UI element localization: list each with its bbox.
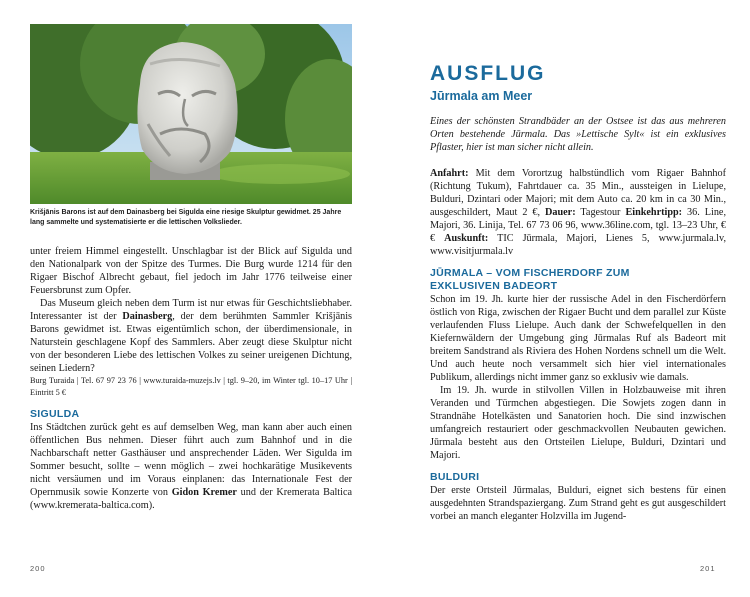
paragraph: unter freiem Himmel eingestellt. Unschlagbar ist der Blick auf Sigulda und den Nationalpark von der Spitze des Turmes. Die Burg wurde 1214 für den Rigaer Bischof Albrecht gebaut, fiel jedoch im Jahr 1776 teilweise einer Feuersbrunst zum Opfer.	[30, 246, 352, 296]
page-subtitle: Jūrmala am Meer	[430, 89, 533, 103]
info-line: Burg Turaida | Tel. 67 97 23 76 | www.turaida-muzejs.lv | tgl. 9–20, im Winter tgl. 10–17 Uhr | Eintritt 5 €	[30, 376, 352, 397]
paragraph: Im 19. Jh. wurde in stilvollen Villen in Holzbauweise mit ihren Veranden und Türmchen abgestiegen. Die Sowjets zogen dann in Strandnähe Hotelkästen und Sanatorien hoch. Die sind inzwischen umfangreich restauriert oder geschmackvollen Neubauten gewichen. Jūrmala besteht aus den Ortsteilen Lielupe, Bulduri, Dzintari und Majori.	[430, 385, 726, 461]
travel-info	[430, 167, 726, 258]
section-heading: SIGULDA	[30, 408, 80, 420]
page-number: 200	[30, 564, 46, 573]
section-heading: BULDURI	[430, 471, 480, 483]
page-title: AUSFLUG	[430, 62, 546, 85]
heading-line: EXKLUSIVEN BADEORT	[430, 280, 558, 292]
paragraph: Der erste Ortsteil Jūrmalas, Bulduri, eignet sich bestens für einen ausgedehnten Strandspaziergang. Zum Strand geht es gut ausgeschildert vorbei an manch eleganter Holzvilla im Jugend-	[430, 485, 726, 522]
heading-line: JŪRMALA – VOM FISCHERDORF ZUM	[430, 267, 630, 279]
text-run: Tagestour	[575, 207, 626, 218]
page-number: 201	[700, 564, 716, 573]
text-run: TIC Jūrmala, Majori, Lienes 5, www.jurmala.lv, www.visitjurmala.lv	[430, 233, 726, 257]
label: Auskunft:	[444, 233, 489, 244]
paragraph	[30, 297, 352, 375]
left-text-block	[30, 245, 352, 512]
intro-text: Eines der schönsten Strandbäder an der Ostsee ist das aus mehreren Orten bestehende Jūrmala. Das »Lettische Sylt« ist ein exklusives Pflaster, hier ist man sicher nicht allein.	[430, 116, 726, 153]
label: Einkehrtipp:	[625, 207, 683, 218]
paragraph	[30, 421, 352, 512]
photo-caption: Krišjānis Barons ist auf dem Dainasberg bei Sigulda eine riesige Skulptur gewidmet. 25 Jahre lang sammelte und systematisierte er die lettischen Volkslieder.	[30, 209, 342, 226]
paragraph: Schon im 19. Jh. kurte hier der russische Adel in den Fischerdörfern östlich von Riga, zwischen der Rigaer Bucht und dem parallel zur Küste verlaufenden Fluss Lielupe. Auch dank der Schwefelquellen in den Kiefernwäldern der Umgebung ging Jūrmalas Ruf als Badeort mit breitem Sandstrand als Riviera des Hohen Nordens schnell um die Welt. Und auch heute noch versammelt sich hier viel internationales Publikum, allerdings nicht immer ganz so exklusiv wie damals.	[430, 294, 726, 383]
sculpture-image	[30, 24, 352, 204]
text-run: und der Kremerata Baltica (www.kremerata-baltica.com).	[30, 487, 353, 511]
bold-term: Dainasberg	[122, 311, 173, 322]
section-heading	[430, 267, 726, 293]
text-run: Mit dem Vorortzug halbstündlich vom Rigaer Bahnhof (Richtung Tukum), Fahrtdauer ca. 35 Min., aussteigen in Lielupe, Bulduri, Dzintari oder Majori; mit dem Auto ca. 20 km in ca 30 Min., ausgeschildert, Maut 2 €,	[430, 168, 726, 218]
bold-term: Gidon Kremer	[171, 487, 237, 498]
label: Dauer:	[545, 207, 576, 218]
text-run: Das Museum gleich neben dem Turm ist nur etwas für Geschichtsliebhaber. Interessanter ist der	[30, 298, 352, 322]
sculpture-photo	[30, 24, 352, 204]
text-run: Ins Städtchen zurück geht es auf demselben Weg, man kann aber auch einen öffentlichen Bus nehmen. Dieser führt auch zum Bahnhof und in die Nachbarschaft netter Gasthäuser und ansprechender Läden. Wer Sigulda im Sommer besucht, sollte – wenn möglich – zwei hochkarätige Musikevents nicht versäumen und im Voraus einplanen: das Internationale Fest der Opernmusik sowie Konzerte von	[30, 422, 352, 498]
text-run: , der dem berühmten Sammler Krišjānis Barons gewidmet ist. Etwas eigentümlich schon, der überdimensionale, in Naturstein geschlagene Kopf des Sammlers. Aber zeugt diese Skulptur nicht von der besonderen Liebe des lettischen Volkes zu seiner ureigenen Dichtung, seinen Liedern?	[30, 311, 352, 374]
text-run: 36. Line, Majori, 36. Linija, Tel. 67 73 06 96, www.36line.com, tgl. 13–23 Uhr, €€	[430, 207, 727, 244]
label: Anfahrt:	[430, 168, 469, 179]
right-page	[375, 0, 750, 597]
right-text-block	[430, 167, 726, 523]
